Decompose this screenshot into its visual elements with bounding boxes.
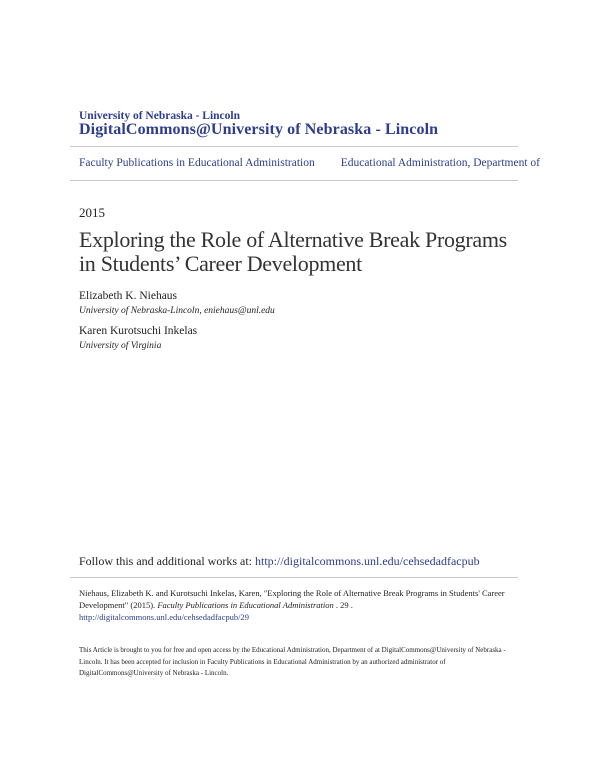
author-affiliation: University of Nebraska-Lincoln, eniehaus@unl.edu (79, 306, 275, 316)
top-divider (70, 146, 518, 147)
follow-line (79, 554, 480, 569)
publication-year: 2015 (79, 205, 105, 220)
department-link[interactable]: Educational Administration, Department of (340, 157, 540, 169)
institution-name[interactable]: University of Nebraska - Lincoln (79, 110, 240, 122)
collection-url-link[interactable]: http://digitalcommons.unl.edu/cehsedadfacpub (255, 554, 480, 568)
citation-text: Niehaus, Elizabeth K. and Kurotsuchi Inkelas, Karen, "Exploring the Role of Alternative Break Programs in Students' Career Development" (2015). (79, 588, 505, 610)
author-name: Elizabeth K. Niehaus (79, 290, 178, 302)
collections-divider (70, 180, 518, 181)
author-name: Karen Kurotsuchi Inkelas (79, 325, 198, 337)
repository-name[interactable]: DigitalCommons@University of Nebraska - Lincoln (79, 121, 439, 138)
collection-link[interactable]: Faculty Publications in Educational Administration (79, 157, 315, 169)
access-notice: This Article is brought to you for free and open access by the Educational Administration, Department of at DigitalCommons@University of Nebraska - Lincoln. It has been accepted for inclusion in Faculty Publications in Educational Administration by an authorized administrator of DigitalCommons@University of Nebraska - Lincoln. (79, 646, 506, 677)
article-title: Exploring the Role of Alternative Break Programs in Students’ Career Development (79, 227, 507, 276)
citation-block (79, 587, 519, 623)
citation-url-link[interactable]: http://digitalcommons.unl.edu/cehsedadfacpub/29 (79, 612, 249, 622)
follow-label: Follow this and additional works at: (79, 554, 252, 568)
citation-divider (70, 577, 518, 578)
citation-number: . 29 . (335, 600, 353, 610)
author-affiliation: University of Virginia (79, 341, 162, 351)
citation-journal: Faculty Publications in Educational Administration (157, 600, 334, 610)
